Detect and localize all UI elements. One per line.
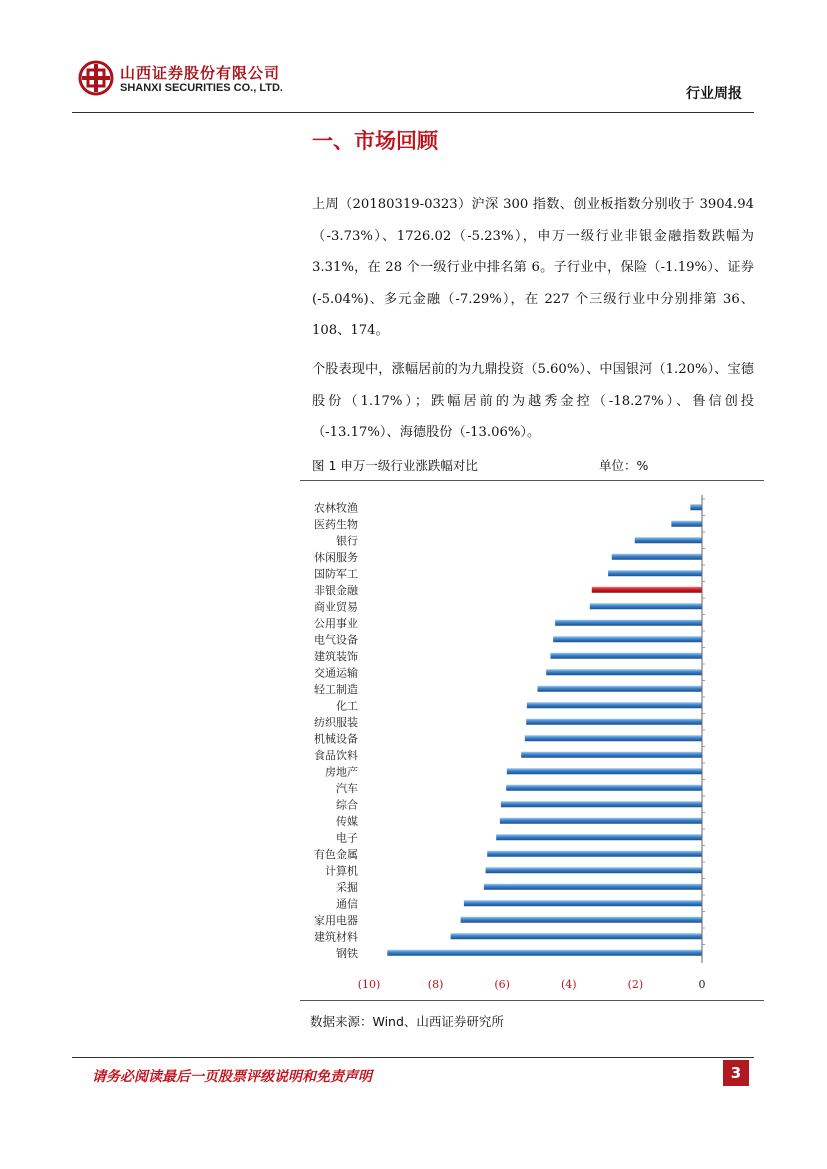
bar-综合 [501, 801, 702, 807]
category-label: 轻工制造 [314, 682, 358, 696]
category-label: 商业贸易 [314, 600, 358, 614]
figure-caption: 图 1 申万一级行业涨跌幅对比 [312, 458, 478, 473]
company-name-en: SHANXI SECURITIES CO., LTD. [120, 82, 283, 94]
bar-电子 [496, 834, 702, 840]
bar-通信 [464, 900, 702, 906]
market-review-paragraph: 上周（20180319-0323）沪深 300 指数、创业板指数分别收于 3904.94（-3.73%）、1726.02（-5.23%），申万一级行业非银金融指数跌幅为 3.31%，在 28 个一级行业中排名第 6。子行业中，保险（-1.19%）、证券(-5.04%)、多元金融（-7.29%），在 227 个三级行业中分别排第 36、108、174。 [312, 197, 754, 338]
category-label: 家用电器 [314, 913, 358, 927]
bar-房地产 [507, 768, 702, 774]
x-tick-label: (4) [561, 978, 577, 991]
figure-top-rule [300, 480, 764, 481]
bar-传媒 [500, 818, 702, 824]
bar-有色金属 [487, 851, 702, 857]
bar-医药生物 [671, 521, 702, 527]
category-label: 通信 [336, 897, 358, 911]
category-label: 休闲服务 [314, 550, 358, 564]
x-tick-label: (2) [627, 978, 644, 991]
bar-机械设备 [525, 735, 702, 741]
category-label: 机械设备 [314, 732, 358, 746]
bar-商业贸易 [590, 603, 702, 609]
page-number-badge: 3 [723, 1060, 749, 1086]
category-label: 医药生物 [314, 517, 358, 531]
category-label: 食品饮料 [314, 748, 358, 762]
category-label: 钢铁 [336, 946, 358, 960]
company-name-cn: 山西证券股份有限公司 [120, 64, 281, 82]
stock-performance-paragraph: 个股表现中，涨幅居前的为九鼎投资（5.60%）、中国银河（1.20%）、宝德股份（1.17%）；跌幅居前的为越秀金控（-18.27%）、鲁信创投（-13.17%）、海德股份（-13.06%）。 [312, 362, 754, 440]
category-label: 纺织服装 [314, 715, 358, 729]
disclaimer-notice: 请务必阅读最后一页股票评级说明和免责声明 [92, 1069, 372, 1085]
x-tick-label: (8) [427, 978, 444, 991]
category-label: 非银金融 [314, 583, 358, 597]
category-label: 有色金属 [314, 847, 358, 861]
bar-建筑材料 [451, 933, 702, 939]
bar-钢铁 [387, 950, 702, 956]
category-label: 电子 [336, 831, 358, 845]
category-label: 汽车 [336, 781, 358, 795]
bar-纺织服装 [526, 719, 702, 725]
bar-公用事业 [555, 620, 702, 626]
report-type-label: 行业周报 [686, 86, 742, 102]
category-label: 农林牧渔 [314, 501, 358, 515]
section-title: 一、市场回顾 [312, 129, 438, 153]
category-label: 银行 [336, 534, 358, 548]
bar-汽车 [506, 785, 702, 791]
bar-化工 [527, 702, 702, 708]
x-tick-label: (6) [494, 978, 510, 991]
category-label: 交通运输 [314, 666, 358, 680]
bar-建筑装饰 [550, 653, 702, 659]
bar-银行 [635, 537, 702, 543]
category-label: 国防军工 [314, 567, 358, 581]
bar-国防军工 [608, 570, 702, 576]
bar-食品饮料 [521, 752, 702, 758]
category-label: 建筑装饰 [314, 649, 358, 663]
category-label: 采掘 [336, 880, 358, 894]
bar-农林牧渔 [690, 504, 702, 510]
x-tick-label: (10) [357, 978, 381, 991]
category-label: 综合 [336, 798, 358, 812]
header-divider [72, 112, 754, 113]
category-label: 化工 [336, 699, 358, 713]
bar-交通运输 [546, 669, 702, 675]
bar-采掘 [484, 884, 702, 890]
company-logo-icon [78, 60, 114, 96]
bar-计算机 [486, 867, 702, 873]
category-label: 传媒 [336, 814, 358, 828]
category-label: 公用事业 [314, 616, 358, 630]
bar-电气设备 [553, 636, 702, 642]
footer-divider [72, 1057, 754, 1058]
category-label: 房地产 [325, 765, 358, 779]
bar-非银金融 [592, 587, 702, 593]
industry-change-bar-chart [300, 488, 730, 998]
category-label: 电气设备 [314, 633, 358, 647]
figure-source: 数据来源：Wind、山西证券研究所 [310, 1014, 504, 1029]
bar-休闲服务 [612, 554, 702, 560]
x-tick-label: 0 [698, 978, 706, 991]
bar-家用电器 [461, 917, 702, 923]
category-label: 计算机 [325, 864, 358, 878]
figure-unit: 单位：% [599, 458, 649, 473]
figure-bottom-rule [300, 1000, 764, 1001]
bar-轻工制造 [537, 686, 702, 692]
category-label: 建筑材料 [314, 930, 358, 944]
